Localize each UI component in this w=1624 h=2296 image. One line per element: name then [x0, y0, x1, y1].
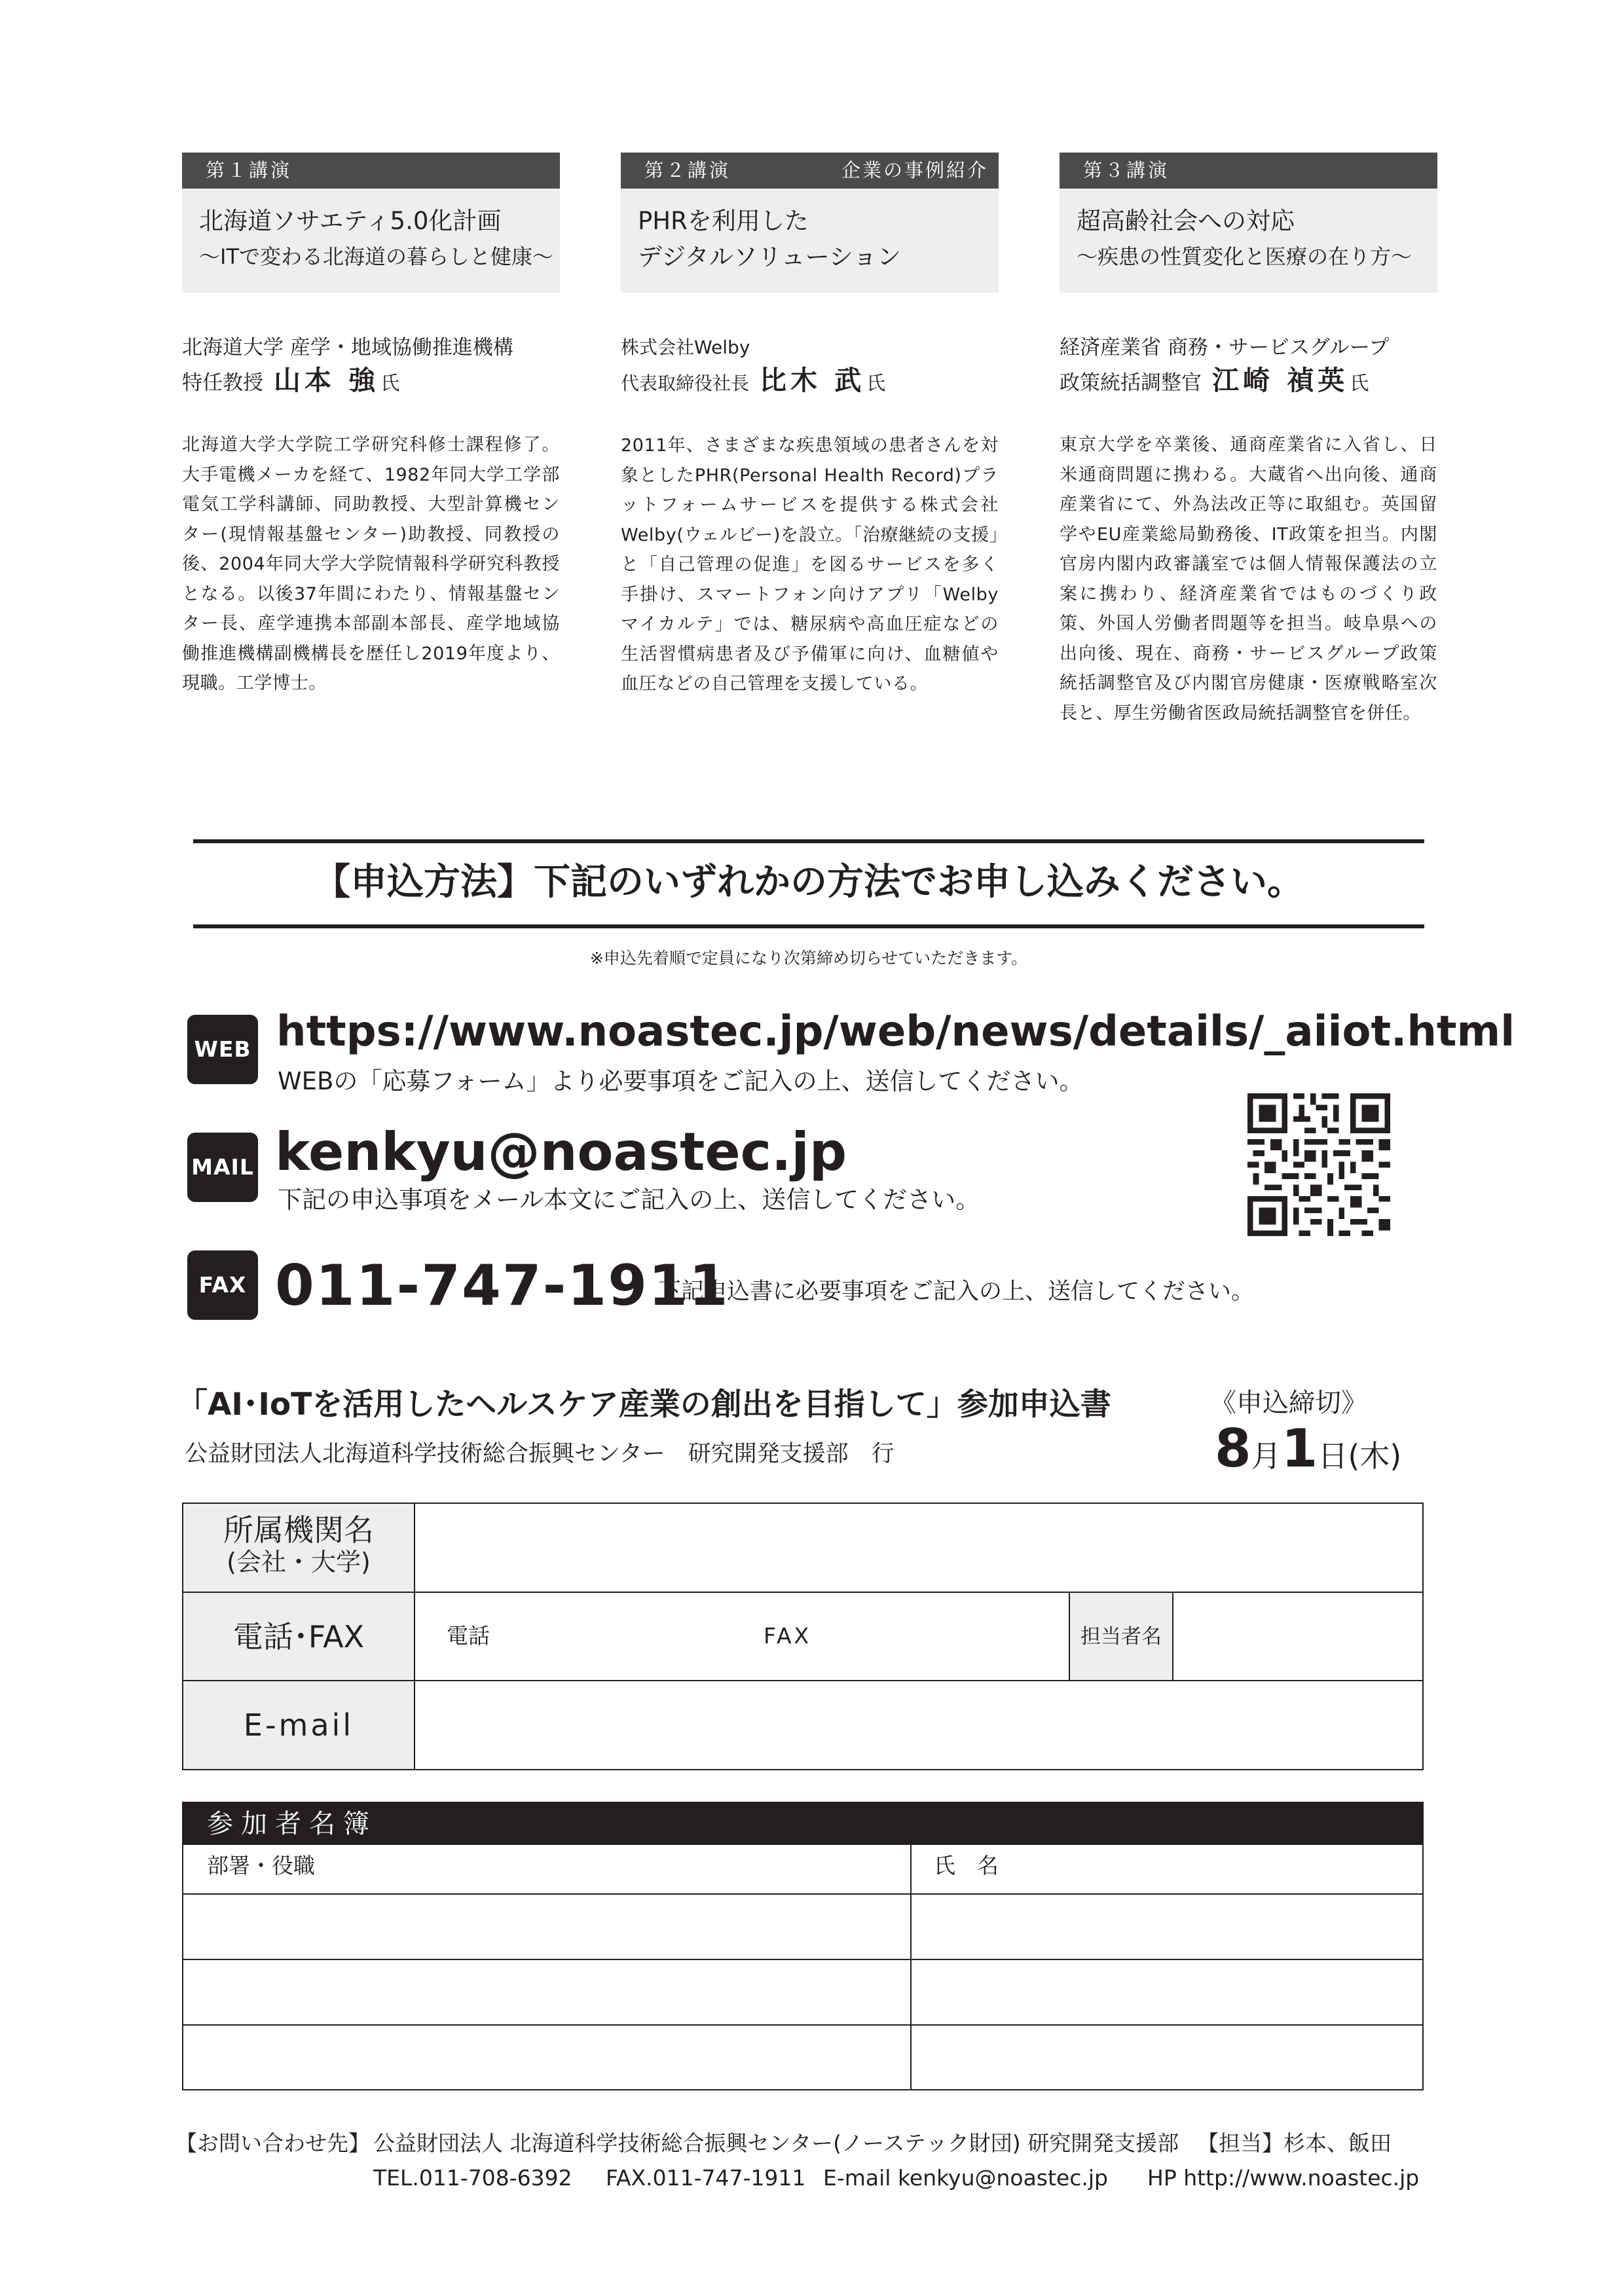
footer-staff: 【担当】杉本、飯田 [1197, 2130, 1392, 2156]
lecture-3-position: 政策統括調整官 [1060, 371, 1202, 395]
lecture-2 [621, 153, 999, 699]
lecture-3-honorific: 氏 [1350, 372, 1369, 394]
mail-address-link[interactable]: kenkyu@noastec.jp [275, 1121, 847, 1182]
lecture-2-number: 第２講演 [644, 159, 731, 181]
participant-dept-input[interactable] [183, 1895, 910, 1959]
apply-bottom-rule [193, 924, 1424, 928]
lecture-1-bio: 北海道大学大学院工学研究科修士課程修了。大手電機メーカを経て、1982年同大学工学部電気工学科講師、同助教授、大型計算機センター(現情報基盤センター)助教授、同教授の後、2004年同大学大学院情報科学研究科教授となる。以後37年間にわたり、情報基盤センター長、産学連携本部副本部長、産学地域協働推進機構副機構長を歴任し2019年度より、現職。工学博士。 [182, 435, 560, 693]
phone-fax-input[interactable] [414, 1593, 1069, 1681]
participant-name-input[interactable] [912, 1960, 1422, 2024]
lecture-2-title [621, 189, 999, 293]
lecture-1-speaker [182, 363, 560, 400]
lecture-2-bio: 2011年、さまざまな疾患領域の患者さんを対象としたPHR(Personal Health Record)プラットフォームサービスを提供する株式会社Welby(ウェルビー)を設立。「治療継続の支援」と「自己管理の促進」を図るサービスを多く手掛け、スマートフォン向けアプリ「Welbyマイカルテ」では、糖尿病や高血圧症などの生活習慣病患者及び予備軍に向け、血糖値や血圧などの自己管理を支援している。 [621, 435, 999, 694]
email-input[interactable] [414, 1681, 1422, 1769]
org-label-note: (会社・大学) [227, 1548, 371, 1576]
application-form-table [182, 1503, 1424, 1770]
column-dept: 部署・役職 [207, 1853, 315, 1878]
lecture-3 [1060, 153, 1437, 728]
web-description: WEBの「応募フォーム」より必要事項をご記入の上、送信してください。 [278, 1067, 1084, 1095]
participant-name-input[interactable] [912, 1895, 1422, 1959]
lecture-2-honorific: 氏 [866, 372, 886, 394]
participant-dept-input[interactable] [183, 2026, 910, 2088]
person-label: 担当者名 [1069, 1593, 1173, 1681]
lecture-3-title-main: 超高齢社会への対応 [1077, 207, 1295, 235]
lecture-2-title-main: PHRを利用した [638, 207, 809, 235]
lecture-2-position: 代表取締役社長 [621, 373, 750, 394]
lecture-2-affiliation: 株式会社Welby [621, 337, 750, 358]
mail-badge: MAIL [187, 1133, 258, 1202]
lecture-2-title-sub: デジタルソリューション [638, 243, 902, 271]
lecture-2-speaker-name: 比木 武 [760, 365, 866, 396]
fax-number: 011-747-1911 [275, 1253, 729, 1319]
deadline-weekday: (木) [1348, 1438, 1402, 1474]
participant-name-input[interactable] [912, 2026, 1422, 2088]
form-subtitle: 公益財団法人北海道科学技術総合振興センター 研究開発支援部 行 [185, 1441, 895, 1467]
email-label: E-mail [183, 1681, 414, 1769]
web-url-link[interactable]: https://www.noastec.jp/web/news/details/_aiiot.html [276, 1008, 1515, 1056]
footer-organization: 公益財団法人 北海道科学技術総合振興センター(ノーステック財団) 研究開発支援部 [373, 2130, 1179, 2156]
lecture-1-title [182, 189, 560, 293]
lecture-2-header [621, 153, 999, 189]
lecture-3-number: 第３講演 [1083, 159, 1170, 181]
deadline-day: 1 [1281, 1418, 1318, 1479]
lecture-3-speaker [1060, 363, 1437, 400]
apply-top-rule [193, 839, 1424, 843]
lecture-1-speaker-name: 山本 強 [274, 365, 380, 396]
org-label-cell [183, 1504, 414, 1592]
lecture-3-affiliation: 経済産業省 商務・サービスグループ [1060, 336, 1390, 359]
deadline-month-unit: 月 [1251, 1438, 1282, 1474]
deadline-date [1215, 1419, 1401, 1485]
column-name: 氏 名 [934, 1853, 999, 1878]
fax-sublabel: FAX [764, 1623, 812, 1649]
lecture-1-honorific: 氏 [380, 372, 400, 394]
org-input[interactable] [414, 1504, 1422, 1592]
lecture-3-bio: 東京大学を卒業後、通商産業省に入省し、日米通商問題に携わる。大蔵省へ出向後、通商産業省にて、外為法改正等に取組む。英国留学やEU産業総局勤務後、IT政策を担当。内閣官房内閣内政審議室では個人情報保護法の立案に携わり、経済産業省ではものづくり政策、外国人労働者問題等を担当。岐阜県への出向後、現在、商務・サービスグループ政策統括調整官及び内閣官房健康・医療戦略室次長と、厚生労働省医政局統括調整官を併任。 [1060, 435, 1437, 723]
footer-fax: FAX.011-747-1911 [606, 2165, 806, 2191]
lecture-3-title-sub: 〜疾患の性質変化と医療の在り方〜 [1077, 244, 1412, 269]
phone-label: 電話･FAX [183, 1593, 414, 1681]
lecture-3-title [1060, 189, 1437, 293]
fax-description: 下記申込書に必要事項をご記入の上、送信してください。 [658, 1279, 1255, 1305]
lecture-1-position: 特任教授 [182, 371, 263, 395]
footer-homepage-link[interactable]: HP http://www.noastec.jp [1147, 2165, 1420, 2191]
participant-dept-input[interactable] [183, 1960, 910, 2024]
lecture-3-header [1060, 153, 1437, 189]
deadline-month: 8 [1215, 1418, 1251, 1479]
form-title: 「AI･IoTを活用したヘルスケア産業の創出を目指して」参加申込書 [177, 1387, 1111, 1423]
lecture-1-header [182, 153, 560, 189]
lecture-3-speaker-name: 江崎 禎英 [1212, 365, 1349, 396]
lecture-2-tag: 企業の事例紹介 [841, 159, 988, 181]
fax-badge: FAX [187, 1250, 258, 1320]
participant-table [182, 1802, 1424, 2090]
person-input[interactable] [1173, 1593, 1422, 1681]
footer-tel: TEL.011-708-6392 [373, 2165, 572, 2191]
footer-contact-label: 【お問い合わせ先】 [175, 2130, 370, 2156]
deadline-day-unit: 日 [1318, 1438, 1348, 1474]
apply-note: ※申込先着順で定員になり次第締め切らせていただきます。 [589, 949, 1028, 968]
lecture-1-affiliation: 北海道大学 産学・地域協働推進機構 [182, 336, 513, 359]
footer-email-link[interactable]: E-mail kenkyu@noastec.jp [823, 2165, 1108, 2191]
org-label: 所属機関名 [223, 1512, 374, 1548]
web-badge: WEB [187, 1015, 258, 1084]
apply-title: 【申込方法】下記のいずれかの方法でお申し込みください。 [314, 861, 1304, 903]
participant-table-title: 参加者名簿 [183, 1803, 1422, 1845]
lecture-1-title-main: 北海道ソサエティ5.0化計画 [199, 207, 502, 235]
phone-sublabel: 電話 [447, 1623, 490, 1649]
lecture-1-number: 第１講演 [206, 159, 293, 181]
lecture-2-speaker [621, 363, 999, 401]
mail-description: 下記の申込事項をメール本文にご記入の上、送信してください。 [278, 1186, 980, 1214]
lecture-1-title-sub: 〜ITで変わる北海道の暮らしと健康〜 [199, 244, 553, 269]
lecture-1 [182, 153, 560, 699]
qr-code-icon[interactable] [1247, 1093, 1390, 1236]
deadline-label: 《申込締切》 [1210, 1388, 1367, 1418]
